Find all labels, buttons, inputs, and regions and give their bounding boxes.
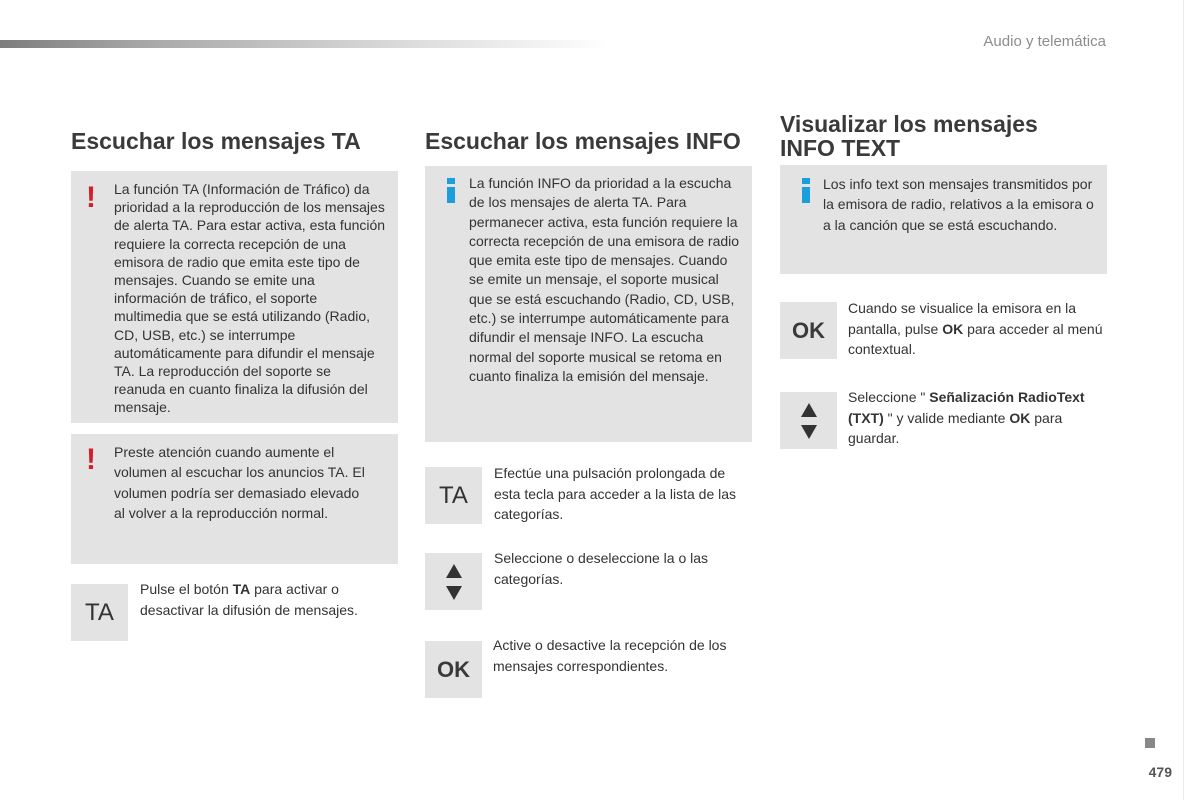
infotext-heading-line1: Visualizar los mensajes (780, 111, 1038, 137)
ta-key (71, 584, 128, 641)
infotext-step1-text: Cuando se visualice la emisora en la pantalla, pulse OK para acceder al menú contextual. (848, 300, 1103, 357)
page-number: 479 (1148, 764, 1172, 780)
page-marker (1145, 738, 1155, 748)
up-down-arrows-icon (425, 553, 482, 610)
infotext-note-text: Los info text son mensajes transmitidos por la emisora de radio, relativos a la emisora o a la canción que se está escuchando. (823, 176, 1094, 233)
header-gradient-bar (0, 40, 610, 48)
ok-key-label: OK (437, 656, 470, 682)
exclamation-icon: ! (86, 443, 96, 476)
infotext-note-box (780, 165, 1107, 274)
ta-warning-text: La función TA (Información de Tráfico) da prioridad a la reproducción de los mensajes de alerta TA. Para estar activa, esta función requiere la correcta recepción de una emisora de radio que emita este tipo de mensajes. Cuando se emite una información de tráfico, el soporte multimedia que se está utilizando (Radio, CD, USB, etc.) se interrumpe automáticamente para difundir el mensaje TA. La reproducción del soporte se reanuda en cuanto finaliza la difusión del mensaje. (114, 181, 386, 416)
ok-key-label: OK (792, 317, 825, 343)
section-title: Audio y telemática (983, 33, 1106, 50)
ta-heading: Escuchar los mensajes TA (71, 128, 361, 154)
ta-step-text: Pulse el botón TA para activar o desactivar la difusión de mensajes. (140, 581, 358, 618)
info-note-box (425, 166, 752, 442)
page-edge-rule (1183, 0, 1184, 800)
info-note-text: La función INFO da prioridad a la escucha de los mensajes de alerta TA. Para permanecer activa, esta función requiere la correcta recepción de una emisora de radio que emita este tipo de mensajes. Cuando se emite un mensaje, el soporte musical que se está escuchando (Radio, CD, USB, etc.) se interrumpe automáticamente para difundir el mensaje INFO. La escucha normal del soporte musical se retoma en cuanto finaliza la emisión del mensaje. (469, 175, 740, 384)
info-step3-text: Active o desactive la recepción de los mensajes correspondientes. (493, 637, 727, 674)
info-step1-text: Efectúe una pulsación prolongada de esta tecla para acceder a la lista de las categorías. (494, 465, 737, 522)
infotext-step2-text: Seleccione " Señalización RadioText (TXT) " y valide mediante OK para guardar. (848, 389, 1085, 446)
ok-key (425, 641, 482, 698)
up-down-arrows-icon (780, 392, 837, 449)
ta-key (425, 467, 482, 524)
ta-volume-warning-box (71, 434, 398, 564)
info-step2-text: Seleccione o deseleccione la o las categorías. (494, 550, 709, 587)
ta-warning-box (71, 171, 398, 423)
ta-key-label: TA (439, 481, 468, 509)
info-heading: Escuchar los mensajes INFO (425, 128, 741, 154)
infotext-heading-line2: INFO TEXT (780, 135, 901, 161)
exclamation-icon: ! (86, 181, 96, 214)
infotext-heading (780, 112, 1038, 160)
ta-volume-warning-text: Preste atención cuando aumente el volumen al escuchar los anuncios TA. El volumen podría ser demasiado elevado al volver a la reproducción normal. (114, 444, 365, 521)
ta-key-label: TA (85, 598, 114, 626)
ok-key (780, 302, 837, 359)
